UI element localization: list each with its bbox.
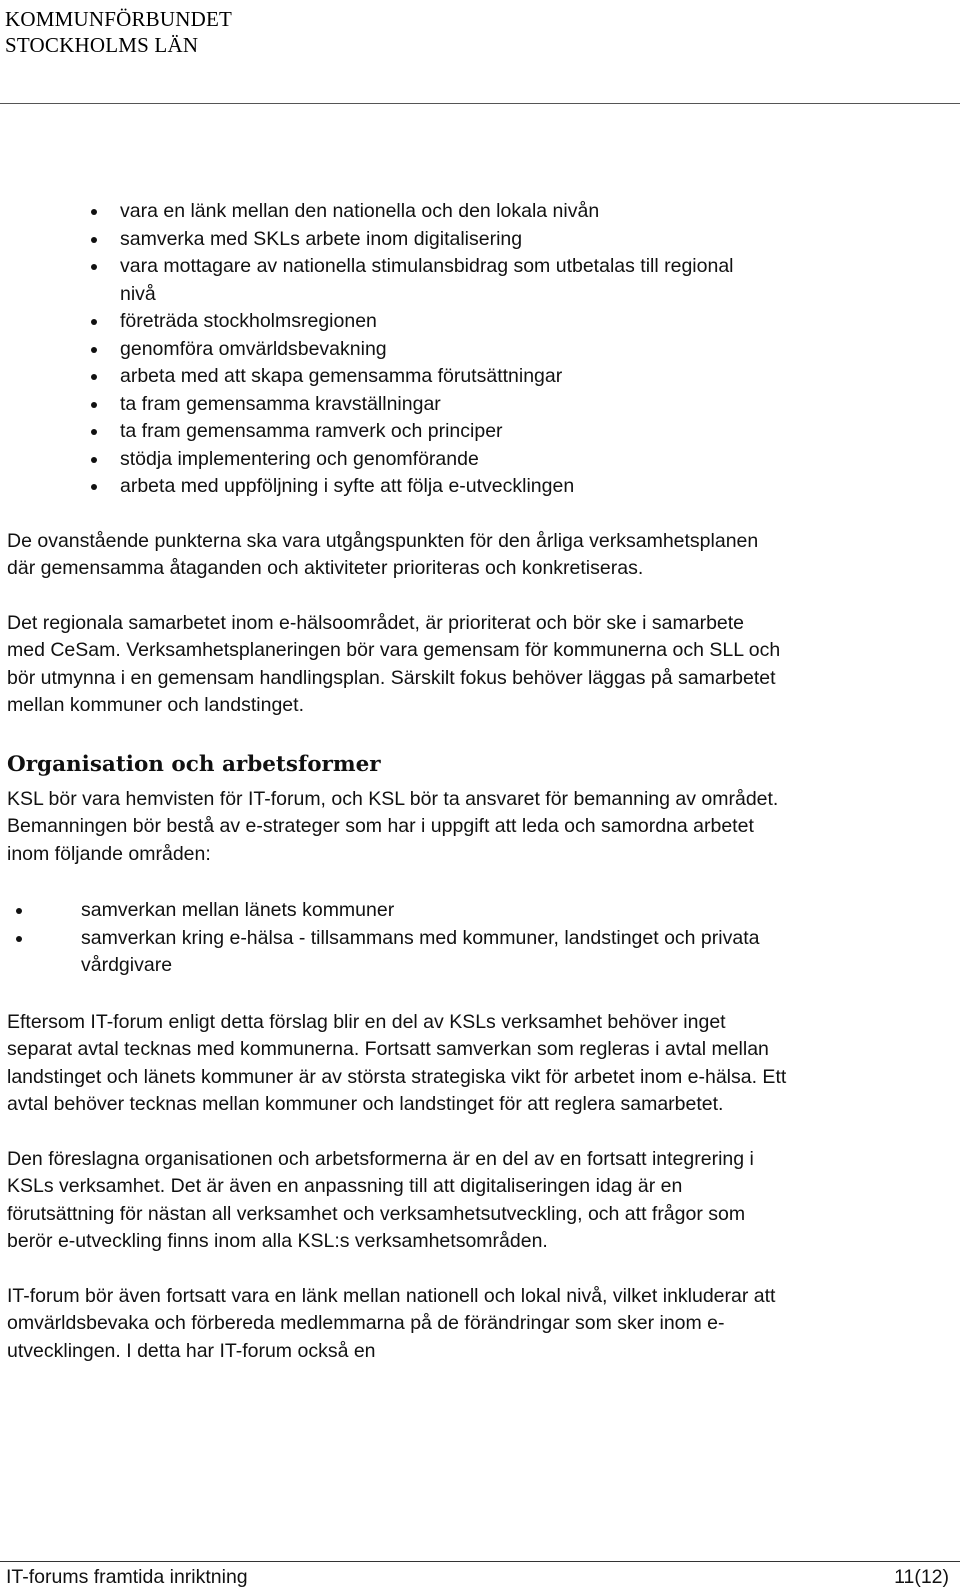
list-item: vara mottagare av nationella stimulansbidrag som utbetalas till regional nivå <box>120 253 760 308</box>
footer-divider <box>0 1561 960 1562</box>
document-header <box>5 6 232 58</box>
paragraph: Det regionala samarbetet inom e-hälsoområdet, är prioriterat och bör ske i samarbete med CeSam. Verksamhetsplaneringen bör vara gemensam för kommunerna och SLL och bör utmynna i en gemensam handlingsplan. Särskilt fokus behöver läggas på samarbetet mellan kommuner och landstinget. <box>7 611 781 716</box>
list-item: vara en länk mellan den nationella och den lokala nivån <box>120 198 787 226</box>
list-item: ta fram gemensamma ramverk och principer <box>120 418 787 446</box>
paragraph: IT-forum bör även fortsatt vara en länk mellan nationell och lokal nivå, vilket inkluderar att omvärldsbevaka och förbereda medlemmarna på de förändringar som sker inom e-utvecklingen. I detta har IT-forum också en <box>7 1284 776 1362</box>
document-body <box>7 198 787 1365</box>
paragraph: Eftersom IT-forum enligt detta förslag blir en del av KSLs verksamhet behöver inget separat avtal tecknas med kommunerna. Fortsatt samverkan som regleras i avtal mellan landstinget och länets kommuner är av största strategiska vikt för arbetet inom e-hälsa. Ett avtal behöver tecknas mellan kommuner och landstinget för att reglera samarbetet. <box>7 1010 787 1115</box>
paragraph: De ovanstående punkterna ska vara utgångspunkten för den årliga verksamhetsplanen där gemensamma åtaganden och aktiviteter prioriteras och konkretiseras. <box>7 529 759 579</box>
list-item: ta fram gemensamma kravställningar <box>120 391 787 419</box>
list-item: samverka med SKLs arbete inom digitalisering <box>120 226 787 254</box>
list-item: arbeta med uppföljning i syfte att följa e-utvecklingen <box>120 473 787 501</box>
page-number: 11(12) <box>894 1566 949 1588</box>
section-heading: Organisation och arbetsformer <box>7 751 381 777</box>
list-item: stödja implementering och genomförande <box>120 446 787 474</box>
list-item: samverkan kring e-hälsa - tillsammans med kommuner, landstinget och privata vårdgivare <box>81 925 781 980</box>
list-item: arbeta med att skapa gemensamma förutsättningar <box>120 363 787 391</box>
task-bullet-list <box>7 198 787 501</box>
list-item: företräda stockholmsregionen <box>120 308 787 336</box>
org-name-line1: KOMMUNFÖRBUNDET <box>5 7 233 31</box>
list-item: samverkan mellan länets kommuner <box>81 897 787 925</box>
paragraph: Den föreslagna organisationen och arbetsformerna är en del av en fortsatt integrering i KSLs verksamhet. Det är även en anpassning till att digitaliseringen idag är en förutsättning för nästan all verksamhet och verksamhetsutveckling, och att frågor som berör e-utveckling finns inom alla KSL:s verksamhetsområden. <box>7 1147 754 1252</box>
paragraph: KSL bör vara hemvisten för IT-forum, och KSL bör ta ansvaret för bemanning av området. Bemanningen bör bestå av e-strateger som har i uppgift att leda och samordna arbetet inom följande områden: <box>7 787 779 865</box>
area-bullet-list <box>7 897 787 980</box>
footer-title: IT-forums framtida inriktning <box>6 1566 248 1588</box>
header-divider <box>0 103 960 104</box>
org-name-line2: STOCKHOLMS LÄN <box>5 33 199 57</box>
list-item: genomföra omvärldsbevakning <box>120 336 787 364</box>
